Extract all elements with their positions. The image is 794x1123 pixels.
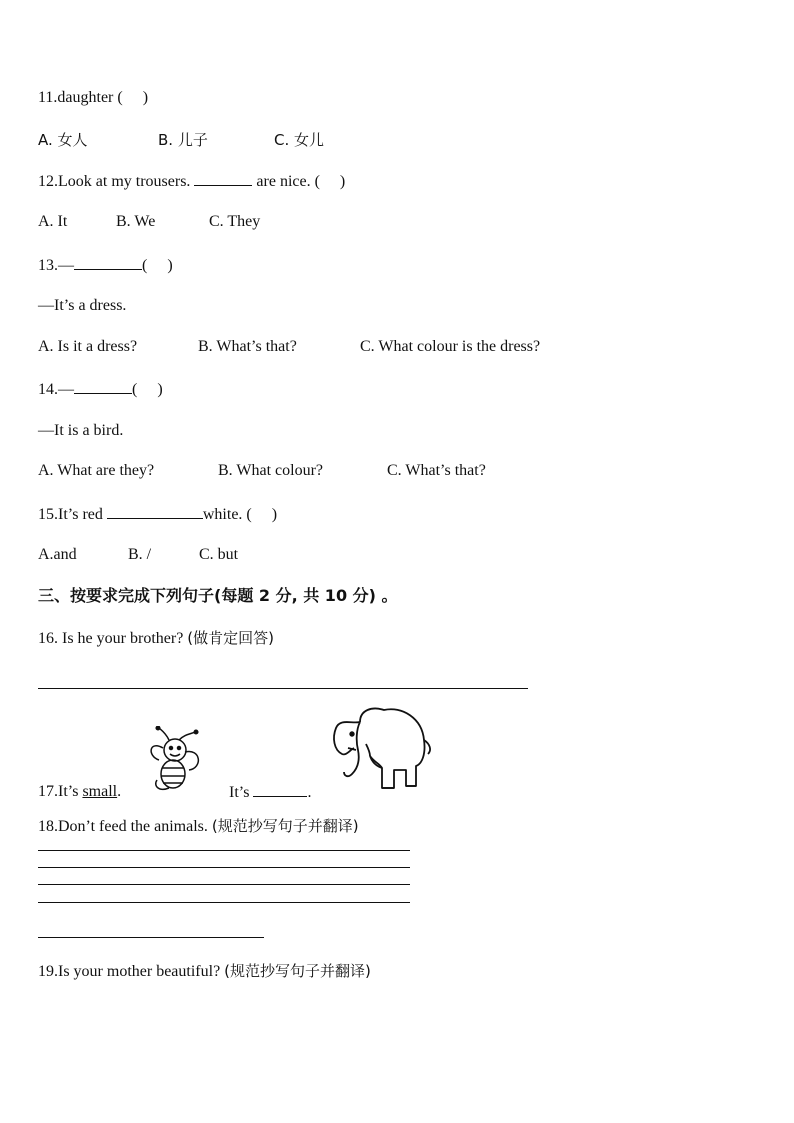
bee-icon: [145, 726, 207, 794]
q16-stem: [38, 628, 274, 649]
q19-stem: [38, 961, 371, 982]
q17-underlined-word: small: [82, 783, 118, 800]
q17-end: .: [307, 784, 312, 801]
q13-stem-pre: 13.—: [38, 257, 74, 274]
q14-reply: —It is a bird.: [38, 422, 124, 439]
q15-stem: [38, 504, 277, 525]
q18-question: 18.Don’t feed the animals.: [38, 818, 208, 835]
q14-option-c: C. What’s that?: [387, 462, 486, 479]
q12-stem: [38, 171, 345, 192]
q15-stem-post: white. ( ): [202, 506, 278, 523]
q15-option-c: C. but: [199, 546, 239, 563]
q14-stem-pre: 14.—: [38, 381, 74, 398]
q13-option-c: C. What colour is the dress?: [360, 338, 541, 355]
q18-stem: [38, 816, 359, 837]
q14-option-a: A. What are they?: [38, 462, 155, 479]
q17-pre: 17.It’s: [38, 783, 79, 800]
q12-option-c: C. They: [209, 213, 261, 230]
q16-hint: (做肯定回答): [187, 629, 275, 647]
q12-option-b: B. We: [116, 213, 156, 230]
q11-option-c: C. 女儿: [274, 131, 325, 149]
q13-answer-blank[interactable]: [74, 255, 142, 270]
q12-stem-post: are nice. ( ): [256, 173, 346, 190]
q19-question: 19.Is your mother beautiful?: [38, 963, 221, 980]
q13-stem: [38, 255, 173, 276]
q15-stem-pre: 15.It’s red: [38, 506, 103, 523]
q18-hint: (规范抄写句子并翻译): [211, 817, 359, 835]
q15-answer-blank[interactable]: [107, 504, 203, 519]
q13-reply: —It’s a dress.: [38, 297, 127, 314]
q11-option-a: A. 女人: [38, 131, 88, 149]
q18-writing-line-4[interactable]: [38, 902, 410, 903]
q19-hint: (规范抄写句子并翻译): [224, 962, 371, 980]
q14-option-b: B. What colour?: [218, 462, 324, 479]
q12-option-a: A. It: [38, 213, 68, 230]
q18-translation-line[interactable]: [38, 937, 264, 938]
q17-dot: .: [117, 783, 122, 800]
q16-answer-line[interactable]: [38, 688, 528, 689]
q13-option-a: A. Is it a dress?: [38, 338, 138, 355]
q11-stem: 11.daughter ( ): [38, 89, 149, 106]
q17-second-sentence: [229, 782, 311, 802]
q13-option-b: B. What’s that?: [198, 338, 297, 355]
q13-stem-post: ( ): [142, 257, 173, 274]
q11-option-b: B. 儿子: [158, 131, 208, 149]
q17-line: [38, 782, 121, 802]
section-3-heading: 三、按要求完成下列句子(每题 2 分, 共 10 分) 。: [38, 586, 398, 605]
q18-writing-line-2[interactable]: [38, 867, 410, 868]
q17-answer-blank[interactable]: [253, 782, 307, 797]
q14-answer-blank[interactable]: [74, 379, 132, 394]
q16-question: 16. Is he your brother?: [38, 630, 184, 647]
q18-writing-line-1[interactable]: [38, 850, 410, 851]
q18-writing-line-3[interactable]: [38, 884, 410, 885]
q14-stem: [38, 379, 163, 400]
elephant-icon: [330, 704, 434, 796]
q15-option-b: B. /: [128, 546, 152, 563]
q15-option-a: A.and: [38, 546, 77, 563]
q17-second-pre: It’s: [229, 784, 250, 801]
q12-answer-blank[interactable]: [194, 171, 252, 186]
q12-stem-pre: 12.Look at my trousers.: [38, 173, 191, 190]
q14-stem-post: ( ): [132, 381, 163, 398]
